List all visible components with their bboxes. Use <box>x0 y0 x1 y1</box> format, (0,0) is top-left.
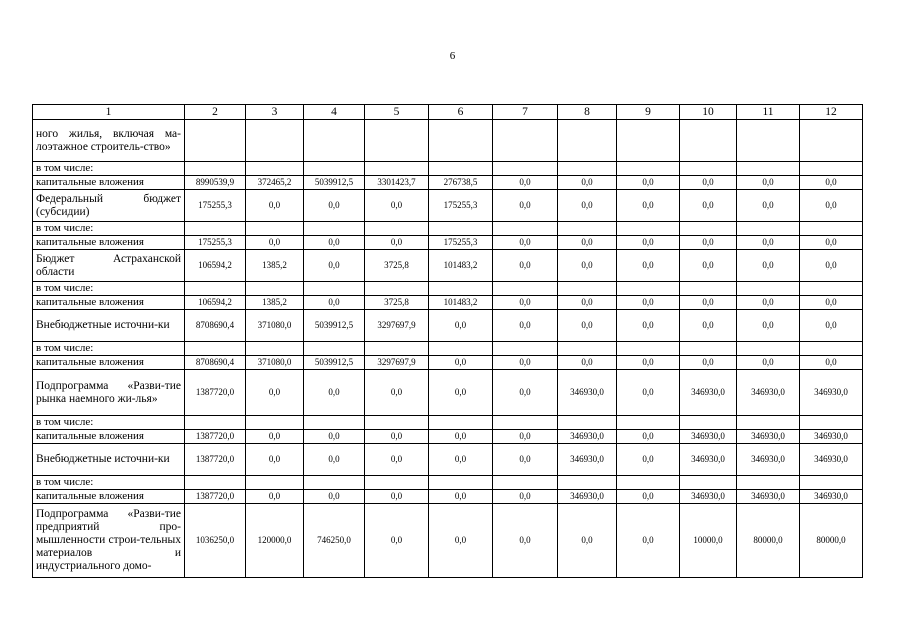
row-label: Федеральный бюджет (субсидии) <box>33 190 185 222</box>
table-cell: 3301423,7 <box>365 176 429 190</box>
table-cell: 0,0 <box>429 444 493 476</box>
table-cell: 0,0 <box>680 310 737 342</box>
table-cell <box>737 162 800 176</box>
table-row <box>33 444 863 476</box>
table-row <box>33 176 863 190</box>
table-cell: 0,0 <box>617 490 680 504</box>
table-cell: 0,0 <box>429 430 493 444</box>
table-cell <box>246 476 304 490</box>
table-cell: 10000,0 <box>680 504 737 578</box>
table-cell: 346930,0 <box>558 370 617 416</box>
table-cell: 0,0 <box>617 236 680 250</box>
table-cell: 0,0 <box>800 296 863 310</box>
table-row <box>33 476 863 490</box>
table-cell <box>185 416 246 430</box>
table-cell <box>680 222 737 236</box>
table-cell <box>429 282 493 296</box>
row-label: капитальные вложения <box>33 430 185 444</box>
table-cell: 80000,0 <box>737 504 800 578</box>
table-cell: 0,0 <box>365 490 429 504</box>
table-cell: 346930,0 <box>737 430 800 444</box>
column-header-7: 7 <box>493 105 558 120</box>
row-label: капитальные вложения <box>33 356 185 370</box>
column-header-10: 10 <box>680 105 737 120</box>
table-cell <box>429 222 493 236</box>
table-cell: 0,0 <box>493 296 558 310</box>
table-cell: 0,0 <box>246 370 304 416</box>
table-cell: 0,0 <box>429 490 493 504</box>
table-cell: 0,0 <box>429 370 493 416</box>
column-header-11: 11 <box>737 105 800 120</box>
table-row <box>33 370 863 416</box>
table-cell: 120000,0 <box>246 504 304 578</box>
row-label: Подпрограмма «Разви-тие рынка наемного жи-лья» <box>33 370 185 416</box>
table-cell <box>185 120 246 162</box>
table-cell: 0,0 <box>429 310 493 342</box>
table-cell: 0,0 <box>680 236 737 250</box>
table-cell <box>617 476 680 490</box>
table-cell <box>185 476 246 490</box>
page-number: 6 <box>449 50 456 62</box>
column-header-6: 6 <box>429 105 493 120</box>
table-cell <box>617 222 680 236</box>
table-cell: 372465,2 <box>246 176 304 190</box>
row-label: Внебюджетные источни-ки <box>33 310 185 342</box>
table-cell: 0,0 <box>617 430 680 444</box>
table-cell: 0,0 <box>493 356 558 370</box>
table-cell: 0,0 <box>680 356 737 370</box>
table-cell <box>617 120 680 162</box>
table-cell <box>800 416 863 430</box>
table-cell <box>185 342 246 356</box>
table-cell: 8990539,9 <box>185 176 246 190</box>
table-cell <box>680 476 737 490</box>
table-cell: 1036250,0 <box>185 504 246 578</box>
table-row <box>33 310 863 342</box>
row-label: в том числе: <box>33 222 185 236</box>
column-header-12: 12 <box>800 105 863 120</box>
table-cell: 371080,0 <box>246 310 304 342</box>
table-cell <box>680 416 737 430</box>
table-cell: 0,0 <box>365 190 429 222</box>
table-cell: 0,0 <box>617 190 680 222</box>
table-cell: 0,0 <box>493 370 558 416</box>
row-label: в том числе: <box>33 162 185 176</box>
table-cell <box>304 120 365 162</box>
table-cell <box>246 342 304 356</box>
table-cell: 0,0 <box>493 490 558 504</box>
table-cell: 346930,0 <box>680 430 737 444</box>
table-cell: 0,0 <box>558 356 617 370</box>
table-cell: 0,0 <box>246 430 304 444</box>
table-cell: 346930,0 <box>737 370 800 416</box>
table-cell <box>617 282 680 296</box>
column-header-9: 9 <box>617 105 680 120</box>
row-label: Бюджет Астраханской области <box>33 250 185 282</box>
table-cell: 0,0 <box>617 296 680 310</box>
table-cell: 346930,0 <box>737 444 800 476</box>
table-row <box>33 250 863 282</box>
table-cell: 346930,0 <box>800 444 863 476</box>
table-cell <box>737 342 800 356</box>
table-cell <box>365 162 429 176</box>
table-cell: 0,0 <box>617 356 680 370</box>
table-cell: 175255,3 <box>185 236 246 250</box>
row-label: в том числе: <box>33 416 185 430</box>
table-cell <box>493 282 558 296</box>
table-cell: 346930,0 <box>558 490 617 504</box>
table-row <box>33 416 863 430</box>
table-cell: 0,0 <box>737 310 800 342</box>
table-cell <box>800 162 863 176</box>
table-cell <box>493 120 558 162</box>
table-row <box>33 222 863 236</box>
table-cell <box>304 162 365 176</box>
table-cell: 0,0 <box>246 190 304 222</box>
table-cell: 0,0 <box>246 490 304 504</box>
table-cell <box>365 282 429 296</box>
table-cell: 0,0 <box>365 236 429 250</box>
row-label: в том числе: <box>33 476 185 490</box>
table-cell: 1387720,0 <box>185 490 246 504</box>
table-cell: 346930,0 <box>800 430 863 444</box>
table-cell: 0,0 <box>680 176 737 190</box>
table-cell: 0,0 <box>304 430 365 444</box>
table-cell <box>304 342 365 356</box>
table-cell <box>185 162 246 176</box>
table-cell: 5039912,5 <box>304 310 365 342</box>
table-cell: 0,0 <box>558 504 617 578</box>
table-cell: 0,0 <box>558 190 617 222</box>
table-cell <box>429 342 493 356</box>
table-cell: 0,0 <box>493 176 558 190</box>
row-label: Внебюджетные источни-ки <box>33 444 185 476</box>
table-cell: 1387720,0 <box>185 444 246 476</box>
table-cell <box>800 476 863 490</box>
table-cell <box>680 120 737 162</box>
table-cell <box>558 342 617 356</box>
table-cell: 0,0 <box>246 444 304 476</box>
table-cell <box>800 222 863 236</box>
table-cell <box>558 476 617 490</box>
table-cell: 0,0 <box>246 236 304 250</box>
table-cell: 0,0 <box>737 236 800 250</box>
table-row <box>33 342 863 356</box>
table-cell: 0,0 <box>800 310 863 342</box>
table-cell <box>365 342 429 356</box>
table-cell: 746250,0 <box>304 504 365 578</box>
column-header-1: 1 <box>33 105 185 120</box>
table-cell: 1387720,0 <box>185 430 246 444</box>
column-header-2: 2 <box>185 105 246 120</box>
table-cell <box>737 282 800 296</box>
table-row <box>33 296 863 310</box>
table-cell <box>800 120 863 162</box>
table-cell: 5039912,5 <box>304 176 365 190</box>
table-cell: 0,0 <box>493 190 558 222</box>
table-cell <box>680 282 737 296</box>
table-cell <box>304 476 365 490</box>
table-cell: 175255,3 <box>429 236 493 250</box>
table-cell: 0,0 <box>365 370 429 416</box>
table-cell <box>365 416 429 430</box>
budget-table <box>32 104 863 578</box>
row-label: капитальные вложения <box>33 236 185 250</box>
table-cell: 0,0 <box>304 190 365 222</box>
table-cell <box>365 120 429 162</box>
table-cell: 0,0 <box>304 250 365 282</box>
table-cell: 101483,2 <box>429 296 493 310</box>
table-cell: 0,0 <box>365 430 429 444</box>
table-cell: 346930,0 <box>680 444 737 476</box>
table-cell: 0,0 <box>617 250 680 282</box>
table-cell: 346930,0 <box>680 490 737 504</box>
table-cell: 1385,2 <box>246 296 304 310</box>
table-cell <box>680 342 737 356</box>
table-cell <box>493 342 558 356</box>
table-cell: 0,0 <box>365 444 429 476</box>
table-cell: 1387720,0 <box>185 370 246 416</box>
table-cell: 0,0 <box>617 310 680 342</box>
table-cell <box>558 162 617 176</box>
table-cell <box>429 162 493 176</box>
table-cell: 3297697,9 <box>365 356 429 370</box>
table-row <box>33 120 863 162</box>
table-row <box>33 190 863 222</box>
table-cell: 0,0 <box>800 190 863 222</box>
row-label: капитальные вложения <box>33 296 185 310</box>
table-cell: 0,0 <box>737 296 800 310</box>
table-cell: 5039912,5 <box>304 356 365 370</box>
table-cell: 346930,0 <box>558 444 617 476</box>
table-cell <box>304 222 365 236</box>
table-cell <box>558 222 617 236</box>
row-label: ного жилья, включая ма-лоэтажное строитель-ство» <box>33 120 185 162</box>
table-cell: 0,0 <box>493 444 558 476</box>
table-cell: 346930,0 <box>800 370 863 416</box>
table-cell: 0,0 <box>800 176 863 190</box>
table-row <box>33 490 863 504</box>
table-cell: 101483,2 <box>429 250 493 282</box>
table-cell: 175255,3 <box>185 190 246 222</box>
table-cell <box>493 162 558 176</box>
table-cell: 3725,8 <box>365 296 429 310</box>
table-cell <box>429 476 493 490</box>
table-cell <box>365 476 429 490</box>
table-cell: 0,0 <box>429 356 493 370</box>
table-cell <box>737 120 800 162</box>
table-cell <box>558 416 617 430</box>
column-header-3: 3 <box>246 105 304 120</box>
table-cell: 0,0 <box>304 236 365 250</box>
column-header-4: 4 <box>304 105 365 120</box>
table-cell: 0,0 <box>558 310 617 342</box>
table-cell: 0,0 <box>558 236 617 250</box>
table-cell <box>493 416 558 430</box>
table-cell <box>737 222 800 236</box>
table-cell: 8708690,4 <box>185 356 246 370</box>
table-row <box>33 430 863 444</box>
table-cell: 346930,0 <box>680 370 737 416</box>
table-row <box>33 236 863 250</box>
table-cell: 1385,2 <box>246 250 304 282</box>
table-cell: 0,0 <box>304 370 365 416</box>
table-cell <box>246 162 304 176</box>
table-cell <box>800 342 863 356</box>
table-row <box>33 282 863 296</box>
table-cell <box>246 416 304 430</box>
table-cell: 0,0 <box>617 504 680 578</box>
table-cell: 0,0 <box>680 296 737 310</box>
table-cell <box>737 476 800 490</box>
row-label: Подпрограмма «Разви-тие предприятий про-мышленности строи-тельных материалов и индустриального домо- <box>33 504 185 578</box>
table-cell: 0,0 <box>680 250 737 282</box>
column-header-5: 5 <box>365 105 429 120</box>
table-cell <box>304 416 365 430</box>
table-cell: 0,0 <box>304 444 365 476</box>
table-cell: 0,0 <box>558 296 617 310</box>
row-label: в том числе: <box>33 342 185 356</box>
table-cell: 0,0 <box>304 296 365 310</box>
table-cell: 0,0 <box>493 236 558 250</box>
table-cell: 346930,0 <box>558 430 617 444</box>
table-row <box>33 162 863 176</box>
table-cell <box>429 416 493 430</box>
table-cell: 0,0 <box>429 504 493 578</box>
table-row <box>33 504 863 578</box>
table-cell: 8708690,4 <box>185 310 246 342</box>
table-row <box>33 356 863 370</box>
table-cell: 0,0 <box>737 356 800 370</box>
table-cell <box>185 282 246 296</box>
table-cell: 0,0 <box>558 250 617 282</box>
table-cell: 0,0 <box>617 444 680 476</box>
table-cell <box>617 416 680 430</box>
table-body <box>33 120 863 578</box>
row-label: в том числе: <box>33 282 185 296</box>
table-cell: 0,0 <box>800 236 863 250</box>
table-cell: 0,0 <box>365 504 429 578</box>
table-cell <box>558 282 617 296</box>
table-cell <box>365 222 429 236</box>
table-cell: 0,0 <box>800 250 863 282</box>
table-cell: 346930,0 <box>737 490 800 504</box>
table-cell: 0,0 <box>800 356 863 370</box>
table-cell: 276738,5 <box>429 176 493 190</box>
table-cell: 0,0 <box>558 176 617 190</box>
row-label: капитальные вложения <box>33 490 185 504</box>
table-cell <box>617 162 680 176</box>
table-cell: 371080,0 <box>246 356 304 370</box>
table-cell <box>493 476 558 490</box>
table-cell <box>246 282 304 296</box>
table-cell <box>617 342 680 356</box>
table-cell: 0,0 <box>304 490 365 504</box>
table-cell <box>558 120 617 162</box>
table-cell: 0,0 <box>680 190 737 222</box>
table-cell: 0,0 <box>617 176 680 190</box>
table-cell <box>304 282 365 296</box>
table-cell <box>800 282 863 296</box>
table-cell <box>429 120 493 162</box>
table-cell <box>246 222 304 236</box>
row-label: капитальные вложения <box>33 176 185 190</box>
table-cell: 0,0 <box>493 504 558 578</box>
table-cell: 3297697,9 <box>365 310 429 342</box>
table-cell: 0,0 <box>493 250 558 282</box>
table-cell: 0,0 <box>617 370 680 416</box>
table-cell <box>185 222 246 236</box>
table-cell: 106594,2 <box>185 250 246 282</box>
table-cell: 80000,0 <box>800 504 863 578</box>
table-cell: 346930,0 <box>800 490 863 504</box>
table-cell: 106594,2 <box>185 296 246 310</box>
header-row <box>33 105 863 120</box>
table-cell: 175255,3 <box>429 190 493 222</box>
table-cell <box>737 416 800 430</box>
table-cell <box>493 222 558 236</box>
table-cell <box>246 120 304 162</box>
table-cell: 0,0 <box>737 190 800 222</box>
table-cell: 0,0 <box>737 250 800 282</box>
table-cell <box>680 162 737 176</box>
table-cell: 0,0 <box>737 176 800 190</box>
table-cell: 3725,8 <box>365 250 429 282</box>
table-cell: 0,0 <box>493 430 558 444</box>
column-header-8: 8 <box>558 105 617 120</box>
table-cell: 0,0 <box>493 310 558 342</box>
